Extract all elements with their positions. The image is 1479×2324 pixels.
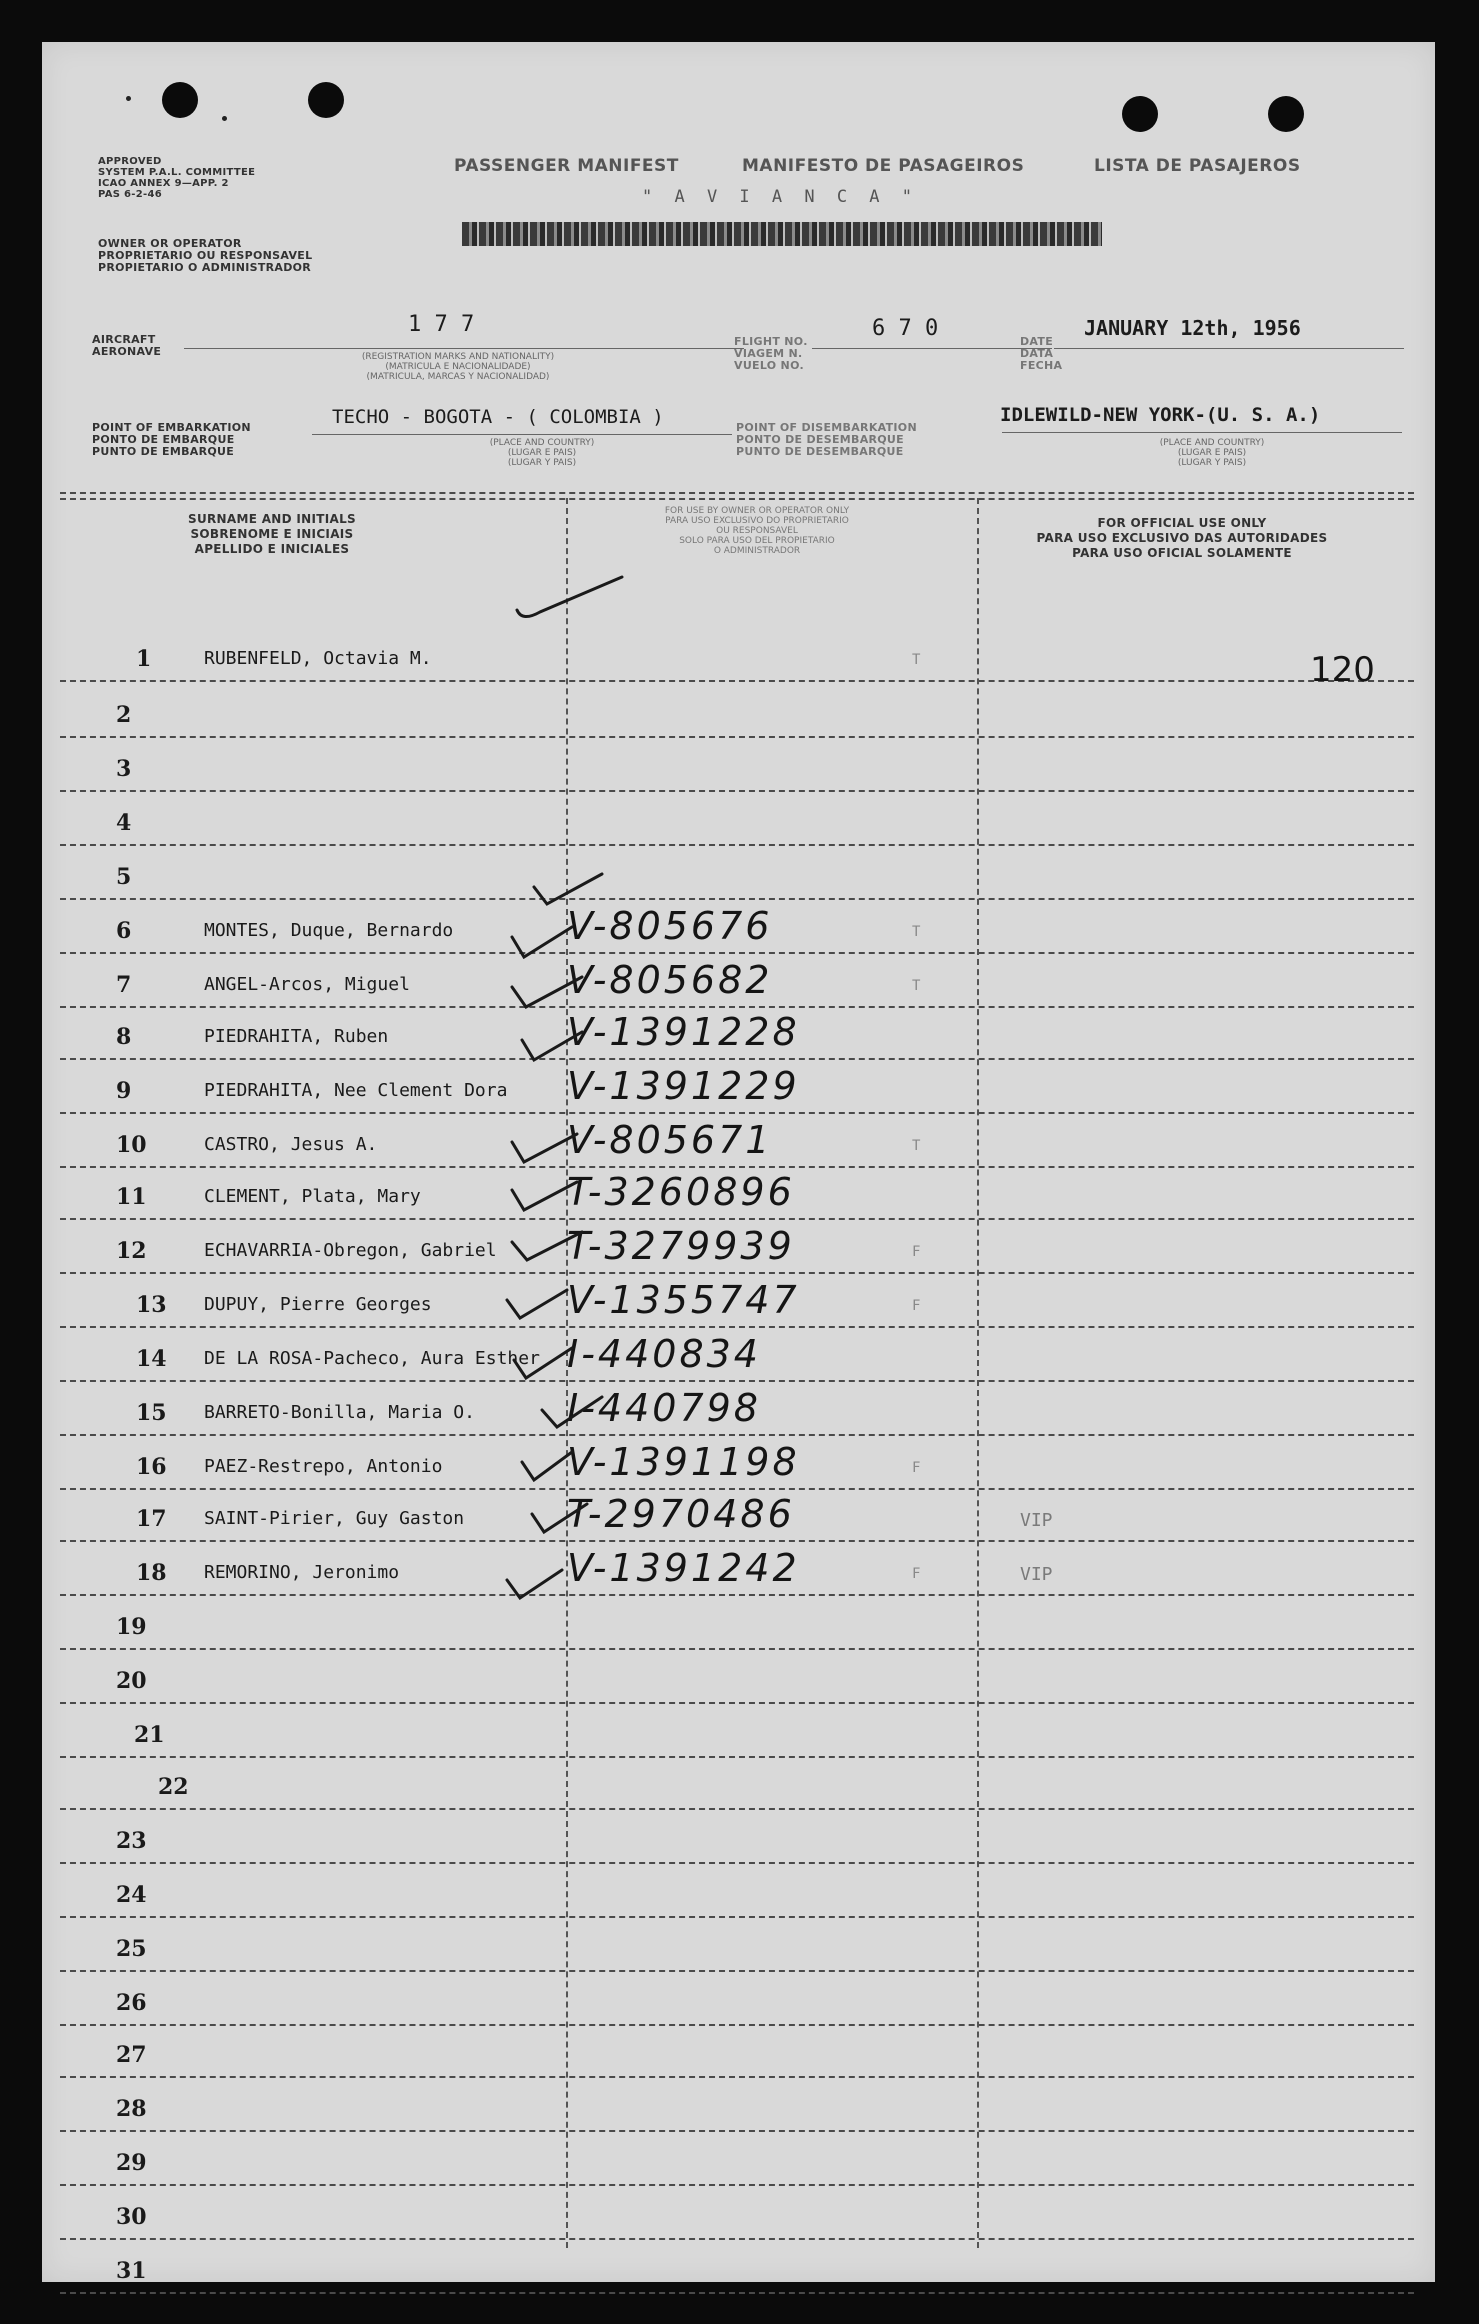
owner-label: OWNER OR OPERATOR PROPRIETARIO OU RESPONSAVEL PROPIETARIO O ADMINISTRADOR xyxy=(98,237,313,274)
row-number: 3 xyxy=(116,756,132,782)
flight-date: JANUARY 12th, 1956 xyxy=(1084,316,1301,340)
row-line xyxy=(60,790,1414,792)
date-label: DATE DATA FECHA xyxy=(1020,335,1063,372)
row-number: 31 xyxy=(116,2258,147,2284)
flight-label: FLIGHT NO. VIAGEM N. VUELO NO. xyxy=(734,335,808,372)
document-number: V-805676 xyxy=(567,904,773,948)
punch-hole xyxy=(162,82,198,118)
row-line xyxy=(60,2130,1414,2132)
row-line xyxy=(60,680,1414,682)
redacted-bar xyxy=(462,222,1102,246)
passenger-name: ECHAVARRIA-Obregon, Gabriel xyxy=(204,1240,497,1261)
operator-name: " A V I A N C A " xyxy=(642,187,918,207)
row-number: 23 xyxy=(116,1828,147,1854)
row-line xyxy=(60,1112,1414,1114)
row-line xyxy=(60,1808,1414,1810)
table-top-line xyxy=(60,498,1414,500)
row-number: 28 xyxy=(116,2096,147,2122)
passenger-name: PIEDRAHITA, Nee Clement Dora xyxy=(204,1080,508,1101)
row-line xyxy=(60,952,1414,954)
title-spanish: LISTA DE PASAJEROS xyxy=(1094,156,1301,176)
passenger-name: PAEZ-Restrepo, Antonio xyxy=(204,1456,443,1477)
row-number: 26 xyxy=(116,1990,147,2016)
passenger-name: PIEDRAHITA, Ruben xyxy=(204,1026,389,1047)
row-number: 2 xyxy=(116,702,132,728)
aircraft-label: AIRCRAFT AERONAVE xyxy=(92,333,162,358)
document-number: V-1391242 xyxy=(567,1546,800,1590)
row-number: 16 xyxy=(136,1454,167,1480)
row-line xyxy=(60,1434,1414,1436)
passenger-name: DE LA ROSA-Pacheco, Aura Esther xyxy=(204,1348,540,1369)
row-flag: T xyxy=(912,978,921,994)
document-number: V-805671 xyxy=(567,1118,773,1162)
document-number: T-3260896 xyxy=(567,1170,795,1214)
punch-hole xyxy=(308,82,344,118)
passenger-name: SAINT-Pirier, Guy Gaston xyxy=(204,1508,465,1529)
row-line xyxy=(60,1166,1414,1168)
row-number: 9 xyxy=(116,1078,132,1104)
check-mark xyxy=(522,1452,572,1480)
table-top-line xyxy=(60,492,1414,494)
registration-caption: (REGISTRATION MARKS AND NATIONALITY) (MATRICULA E NACIONALIDADE) (MATRICULA, MARCAS Y NACIONALIDAD) xyxy=(361,352,555,382)
flight-number: 6 7 0 xyxy=(872,316,939,341)
disembark-place-caption: (PLACE AND COUNTRY) (LUGAR E PAIS) (LUGAR Y PAIS) xyxy=(1159,438,1265,468)
owner-use-column-header: FOR USE BY OWNER OR OPERATOR ONLY PARA USO EXCLUSIVO DO PROPRIETARIO OU RESPONSAVEL SOLO PARA USO DEL PROPIETARIO O ADMINISTRADOR xyxy=(664,506,850,556)
check-marks xyxy=(42,42,1435,2282)
row-line xyxy=(60,1702,1414,1704)
row-line xyxy=(60,2292,1414,2294)
check-mark xyxy=(517,577,622,617)
row-line xyxy=(60,1380,1414,1382)
row-line xyxy=(60,1916,1414,1918)
passenger-name: BARRETO-Bonilla, Maria O. xyxy=(204,1402,475,1423)
row-number: 5 xyxy=(116,864,132,890)
title-english: PASSENGER MANIFEST xyxy=(454,156,679,176)
disembarkation-line xyxy=(1002,432,1402,433)
row-line xyxy=(60,1326,1414,1328)
aircraft-value: 1 7 7 xyxy=(408,312,475,337)
row-number: 14 xyxy=(136,1346,167,1372)
row-number: 6 xyxy=(116,918,132,944)
surname-column-header: SURNAME AND INITIALS SOBRENOME E INICIAIS APELLIDO E INICIALES xyxy=(188,512,356,556)
row-line xyxy=(60,2238,1414,2240)
row-line xyxy=(60,898,1414,900)
document-number: V-1391228 xyxy=(567,1010,800,1054)
row-line xyxy=(60,1594,1414,1596)
row-number: 24 xyxy=(116,1882,147,1908)
row-number: 7 xyxy=(116,972,132,998)
ink-dot xyxy=(126,96,131,101)
embarkation-label: POINT OF EMBARKATION PONTO DE EMBARQUE PUNTO DE EMBARQUE xyxy=(92,421,251,458)
official-use-column-header: FOR OFFICIAL USE ONLY PARA USO EXCLUSIVO DAS AUTORIDADES PARA USO OFICIAL SOLAMENTE xyxy=(1036,516,1328,560)
document-number: V-1391198 xyxy=(567,1440,800,1484)
row-line xyxy=(60,1540,1414,1542)
row-flag: T xyxy=(912,652,921,668)
row-number: 22 xyxy=(158,1774,189,1800)
row-flag: F xyxy=(912,1566,921,1582)
official-note: VIP xyxy=(1020,1510,1053,1531)
embark-place-caption: (PLACE AND COUNTRY) (LUGAR E PAIS) (LUGAR Y PAIS) xyxy=(489,438,595,468)
passenger-name: RUBENFELD, Octavia M. xyxy=(204,648,432,669)
passenger-name: CLEMENT, Plata, Mary xyxy=(204,1186,421,1207)
passenger-name: DUPUY, Pierre Georges xyxy=(204,1294,432,1315)
row-line xyxy=(60,1862,1414,1864)
aircraft-line xyxy=(184,348,744,349)
row-line xyxy=(60,2024,1414,2026)
passenger-name: MONTES, Duque, Bernardo xyxy=(204,920,454,941)
row-line xyxy=(60,2184,1414,2186)
document-number: V-1355747 xyxy=(567,1278,800,1322)
row-line xyxy=(60,844,1414,846)
row-number: 4 xyxy=(116,810,132,836)
row-number: 10 xyxy=(116,1132,147,1158)
row-number: 1 xyxy=(136,646,152,672)
row-number: 20 xyxy=(116,1668,147,1694)
embarkation-line xyxy=(312,434,732,435)
passenger-name: ANGEL-Arcos, Miguel xyxy=(204,974,410,995)
row-line xyxy=(60,1648,1414,1650)
row-number: 18 xyxy=(136,1560,167,1586)
document-number: V-805682 xyxy=(567,958,773,1002)
punch-hole xyxy=(1122,96,1158,132)
official-note: VIP xyxy=(1020,1564,1053,1585)
row-number: 15 xyxy=(136,1400,167,1426)
punch-hole xyxy=(1268,96,1304,132)
handwritten-number: 120 xyxy=(1310,650,1375,690)
document-number: T-2970486 xyxy=(567,1492,795,1536)
row-flag: T xyxy=(912,924,921,940)
disembarkation-value: IDLEWILD-NEW YORK-(U. S. A.) xyxy=(1000,404,1321,426)
ink-dot xyxy=(222,116,227,121)
row-number: 19 xyxy=(116,1614,147,1640)
row-flag: T xyxy=(912,1138,921,1154)
flight-line xyxy=(812,348,1052,349)
document-number: I-440834 xyxy=(567,1332,761,1376)
row-flag: F xyxy=(912,1298,921,1314)
row-line xyxy=(60,1272,1414,1274)
row-number: 30 xyxy=(116,2204,147,2230)
row-line xyxy=(60,2076,1414,2078)
manifest-sheet xyxy=(42,42,1435,2282)
row-line xyxy=(60,1756,1414,1758)
row-number: 11 xyxy=(116,1184,147,1210)
document-number: V-1391229 xyxy=(567,1064,800,1108)
disembarkation-label: POINT OF DISEMBARKATION PONTO DE DESEMBARQUE PUNTO DE DESEMBARQUE xyxy=(736,421,917,458)
column-divider xyxy=(977,498,979,2248)
passenger-name: CASTRO, Jesus A. xyxy=(204,1134,378,1155)
check-mark xyxy=(507,1290,567,1318)
row-line xyxy=(60,1488,1414,1490)
row-line xyxy=(60,1006,1414,1008)
document-number: T-3279939 xyxy=(567,1224,795,1268)
row-number: 21 xyxy=(134,1722,165,1748)
row-flag: F xyxy=(912,1244,921,1260)
embarkation-value: TECHO - BOGOTA - ( COLOMBIA ) xyxy=(332,406,664,428)
row-line xyxy=(60,1218,1414,1220)
row-number: 8 xyxy=(116,1024,132,1050)
row-number: 25 xyxy=(116,1936,147,1962)
row-number: 17 xyxy=(136,1506,167,1532)
row-number: 12 xyxy=(116,1238,147,1264)
document-number: I-440798 xyxy=(567,1386,761,1430)
row-line xyxy=(60,1058,1414,1060)
passenger-name: REMORINO, Jeronimo xyxy=(204,1562,400,1583)
row-number: 29 xyxy=(116,2150,147,2176)
row-line xyxy=(60,1970,1414,1972)
title-portuguese: MANIFESTO DE PASAGEIROS xyxy=(742,156,1025,176)
row-flag: F xyxy=(912,1460,921,1476)
row-number: 27 xyxy=(116,2042,147,2068)
row-number: 13 xyxy=(136,1292,167,1318)
approval-note: APPROVED SYSTEM P.A.L. COMMITTEE ICAO ANNEX 9—APP. 2 PAS 6-2-46 xyxy=(98,156,256,200)
date-line xyxy=(1054,348,1404,349)
row-line xyxy=(60,736,1414,738)
